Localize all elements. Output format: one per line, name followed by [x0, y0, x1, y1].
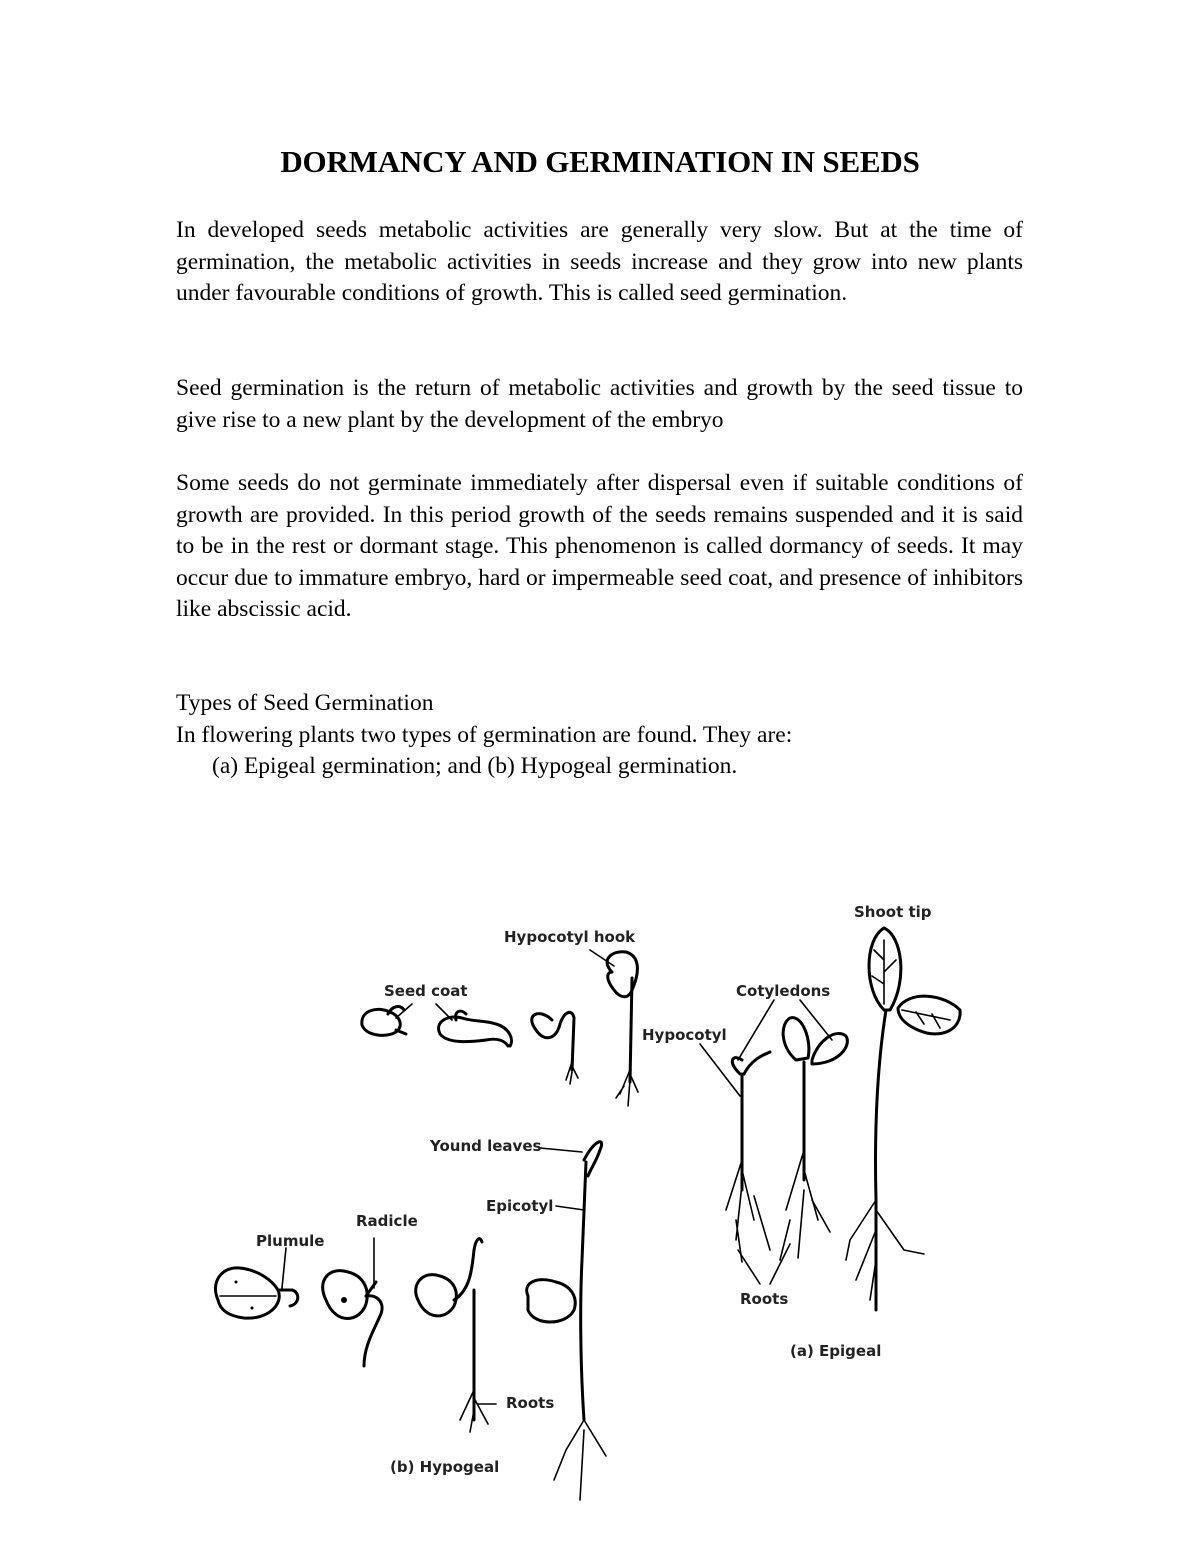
types-heading: Types of Seed Germination: [176, 690, 434, 716]
label-roots-hypogeal: Roots: [506, 1394, 555, 1412]
epigeal-seedling-3-drawing: [846, 928, 960, 1310]
paragraph-metabolic: In developed seeds metabolic activities are generally very slow. But at the time of germination, the metabolic activities in seeds increase and they grow into new plants under favourable conditions of growth. This is called seed germination.: [176, 217, 1023, 306]
label-hypocotyl: Hypocotyl: [642, 1026, 727, 1044]
leader-lines: [282, 950, 832, 1404]
germination-figure: [0, 880, 1200, 1553]
epigeal-seedling-2-drawing: [780, 1018, 847, 1260]
types-section: [176, 688, 1023, 783]
label-cotyledons: Cotyledons: [736, 982, 831, 1000]
types-list: (a) Epigeal germination; and (b) Hypogeal germination.: [212, 753, 738, 779]
hypogeal-seed-stage-1-drawing: [215, 1268, 297, 1318]
label-radicle: Radicle: [356, 1212, 418, 1230]
label-epicotyl: Epicotyl: [486, 1197, 554, 1215]
hypogeal-seed-stage-3-drawing: [416, 1239, 488, 1432]
paragraph-dormancy: Some seeds do not germinate immediately after dispersal even if suitable conditions of growth are provided. In this period growth of the seeds remains suspended and it is said to be in the rest or dormant stage. This phenomenon is called dormancy of seeds. It may occur due to immature embryo, hard or impermeable seed coat, and presence of inhibitors like abscissic acid.: [176, 470, 1023, 622]
label-hypocotyl-hook: Hypocotyl hook: [504, 928, 636, 946]
types-intro: In flowering plants two types of germination are found. They are:: [176, 721, 793, 748]
hypogeal-seed-stage-4-drawing: [527, 1142, 606, 1500]
caption-hypogeal: (b) Hypogeal: [390, 1458, 500, 1476]
hypogeal-seed-stage-2-drawing: [323, 1271, 382, 1366]
paragraph-definition: Seed germination is the return of metabolic activities and growth by the seed tissue to give rise to a new plant by the development of the embryo: [176, 375, 1023, 433]
label-shoot-tip: Shoot tip: [854, 903, 932, 921]
epigeal-seed-stage-2-drawing: [439, 1011, 512, 1046]
epigeal-seedling-1-drawing: [726, 1052, 770, 1262]
label-young-leaves: Yound leaves: [430, 1137, 542, 1155]
epigeal-hypocotyl-hook-drawing: [607, 952, 638, 1106]
label-seed-coat: Seed coat: [384, 982, 468, 1000]
label-plumule: Plumule: [256, 1232, 325, 1250]
caption-epigeal: (a) Epigeal: [790, 1342, 882, 1360]
label-roots-epigeal: Roots: [740, 1290, 789, 1308]
document-title: DORMANCY AND GERMINATION IN SEEDS: [280, 144, 920, 179]
epigeal-seed-stage-1-drawing: [362, 1007, 406, 1036]
epigeal-seed-stage-3-drawing: [532, 1012, 578, 1084]
